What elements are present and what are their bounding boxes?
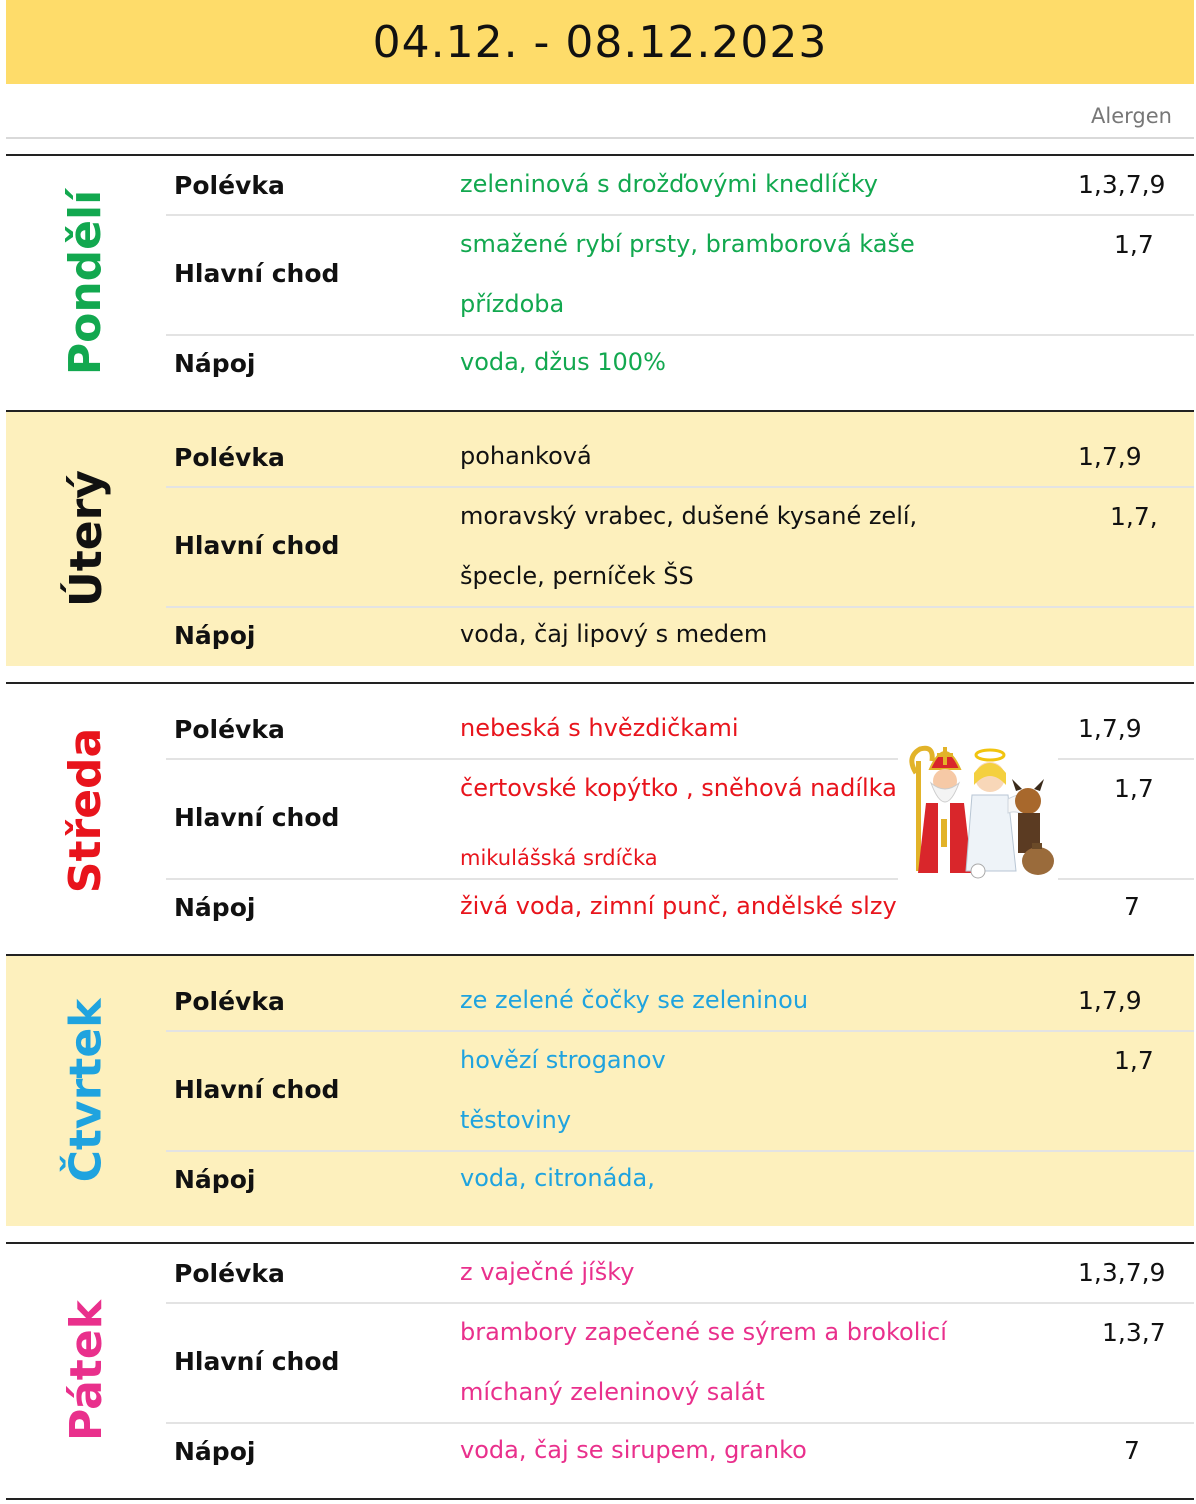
day-name-wednesday: Středa bbox=[60, 727, 112, 893]
main-label: Hlavní chod bbox=[174, 1075, 340, 1104]
main-text-line-1: čertovské kopýtko , sněhová nadílka bbox=[460, 774, 897, 802]
soup-allergens: 1,3,7,9 bbox=[1078, 1258, 1166, 1287]
main-row bbox=[166, 486, 1194, 606]
day-name-thursday: Čtvrtek bbox=[60, 998, 112, 1182]
main-row bbox=[166, 1030, 1194, 1150]
drink-text: voda, citronáda, bbox=[460, 1164, 655, 1192]
drink-row bbox=[166, 1150, 1194, 1210]
soup-allergens: 1,7,9 bbox=[1078, 986, 1142, 1015]
drink-text: voda, čaj lipový s medem bbox=[460, 620, 768, 648]
drink-text: voda, čaj se sirupem, granko bbox=[460, 1436, 807, 1464]
main-label: Hlavní chod bbox=[174, 531, 340, 560]
drink-row bbox=[166, 606, 1194, 666]
saint-nicholas-angel-devil-illustration bbox=[898, 733, 1058, 881]
allergen-column-header: Alergen bbox=[1091, 104, 1172, 128]
main-text-line-1: smažené rybí prsty, bramborová kaše bbox=[460, 230, 915, 258]
day-friday bbox=[6, 1242, 1194, 1498]
main-allergens: 1,7 bbox=[1114, 230, 1154, 259]
main-label: Hlavní chod bbox=[174, 803, 340, 832]
main-allergens: 1,7 bbox=[1114, 774, 1154, 803]
soup-allergens: 1,3,7,9 bbox=[1078, 170, 1166, 199]
soup-row bbox=[166, 972, 1194, 1032]
soup-allergens: 1,7,9 bbox=[1078, 442, 1142, 471]
drink-allergens: 7 bbox=[1124, 1436, 1140, 1465]
drink-label: Nápoj bbox=[174, 1165, 256, 1194]
soup-row bbox=[166, 428, 1194, 488]
drink-label: Nápoj bbox=[174, 349, 256, 378]
soup-row bbox=[166, 1244, 1194, 1304]
soup-text: ze zelené čočky se zeleninou bbox=[460, 986, 809, 1014]
drink-row bbox=[166, 878, 1194, 938]
soup-row bbox=[166, 156, 1194, 216]
drink-row bbox=[166, 1422, 1194, 1482]
soup-allergens: 1,7,9 bbox=[1078, 714, 1142, 743]
main-row bbox=[166, 214, 1194, 334]
drink-label: Nápoj bbox=[174, 621, 256, 650]
soup-text: zeleninová s drožďovými knedlíčky bbox=[460, 170, 878, 198]
main-allergens: 1,7, bbox=[1110, 502, 1158, 531]
drink-allergens: 7 bbox=[1124, 892, 1140, 921]
soup-label: Polévka bbox=[174, 1259, 285, 1288]
day-divider bbox=[6, 954, 1194, 956]
soup-label: Polévka bbox=[174, 715, 285, 744]
main-text-line-1: moravský vrabec, dušené kysané zelí, bbox=[460, 502, 918, 530]
drink-text: živá voda, zimní punč, andělské slzy bbox=[460, 892, 897, 920]
main-text-line-2: špecle, perníček ŠS bbox=[460, 562, 694, 590]
day-tuesday bbox=[6, 410, 1194, 666]
main-label: Hlavní chod bbox=[174, 259, 340, 288]
soup-label: Polévka bbox=[174, 171, 285, 200]
header-divider bbox=[6, 137, 1194, 139]
soup-label: Polévka bbox=[174, 443, 285, 472]
main-text-line-2: přízdoba bbox=[460, 290, 565, 318]
main-text-line-1: brambory zapečené se sýrem a brokolicí bbox=[460, 1318, 947, 1346]
drink-text: voda, džus 100% bbox=[460, 348, 666, 376]
main-allergens: 1,3,7 bbox=[1102, 1318, 1166, 1347]
drink-row bbox=[166, 334, 1194, 394]
drink-label: Nápoj bbox=[174, 893, 256, 922]
soup-text: z vaječné jíšky bbox=[460, 1258, 635, 1286]
day-divider bbox=[6, 410, 1194, 412]
soup-text: nebeská s hvězdičkami bbox=[460, 714, 739, 742]
main-text-line-2: míchaný zeleninový salát bbox=[460, 1378, 765, 1406]
week-header bbox=[6, 0, 1194, 84]
main-text-line-1: hovězí stroganov bbox=[460, 1046, 666, 1074]
main-text-line-2: těstoviny bbox=[460, 1106, 572, 1134]
day-name-friday: Pátek bbox=[60, 1299, 112, 1441]
day-name-monday: Pondělí bbox=[60, 189, 112, 375]
day-name-tuesday: Úterý bbox=[60, 469, 112, 607]
day-thursday bbox=[6, 954, 1194, 1226]
soup-label: Polévka bbox=[174, 987, 285, 1016]
soup-text: pohanková bbox=[460, 442, 592, 470]
main-row bbox=[166, 1302, 1194, 1422]
week-date-range: 04.12. - 08.12.2023 bbox=[372, 16, 828, 68]
day-divider bbox=[6, 682, 1194, 684]
bottom-divider bbox=[6, 1498, 1194, 1500]
day-monday bbox=[6, 154, 1194, 410]
main-text-line-2: mikulášská srdíčka bbox=[460, 846, 658, 870]
main-allergens: 1,7 bbox=[1114, 1046, 1154, 1075]
drink-label: Nápoj bbox=[174, 1437, 256, 1466]
main-label: Hlavní chod bbox=[174, 1347, 340, 1376]
